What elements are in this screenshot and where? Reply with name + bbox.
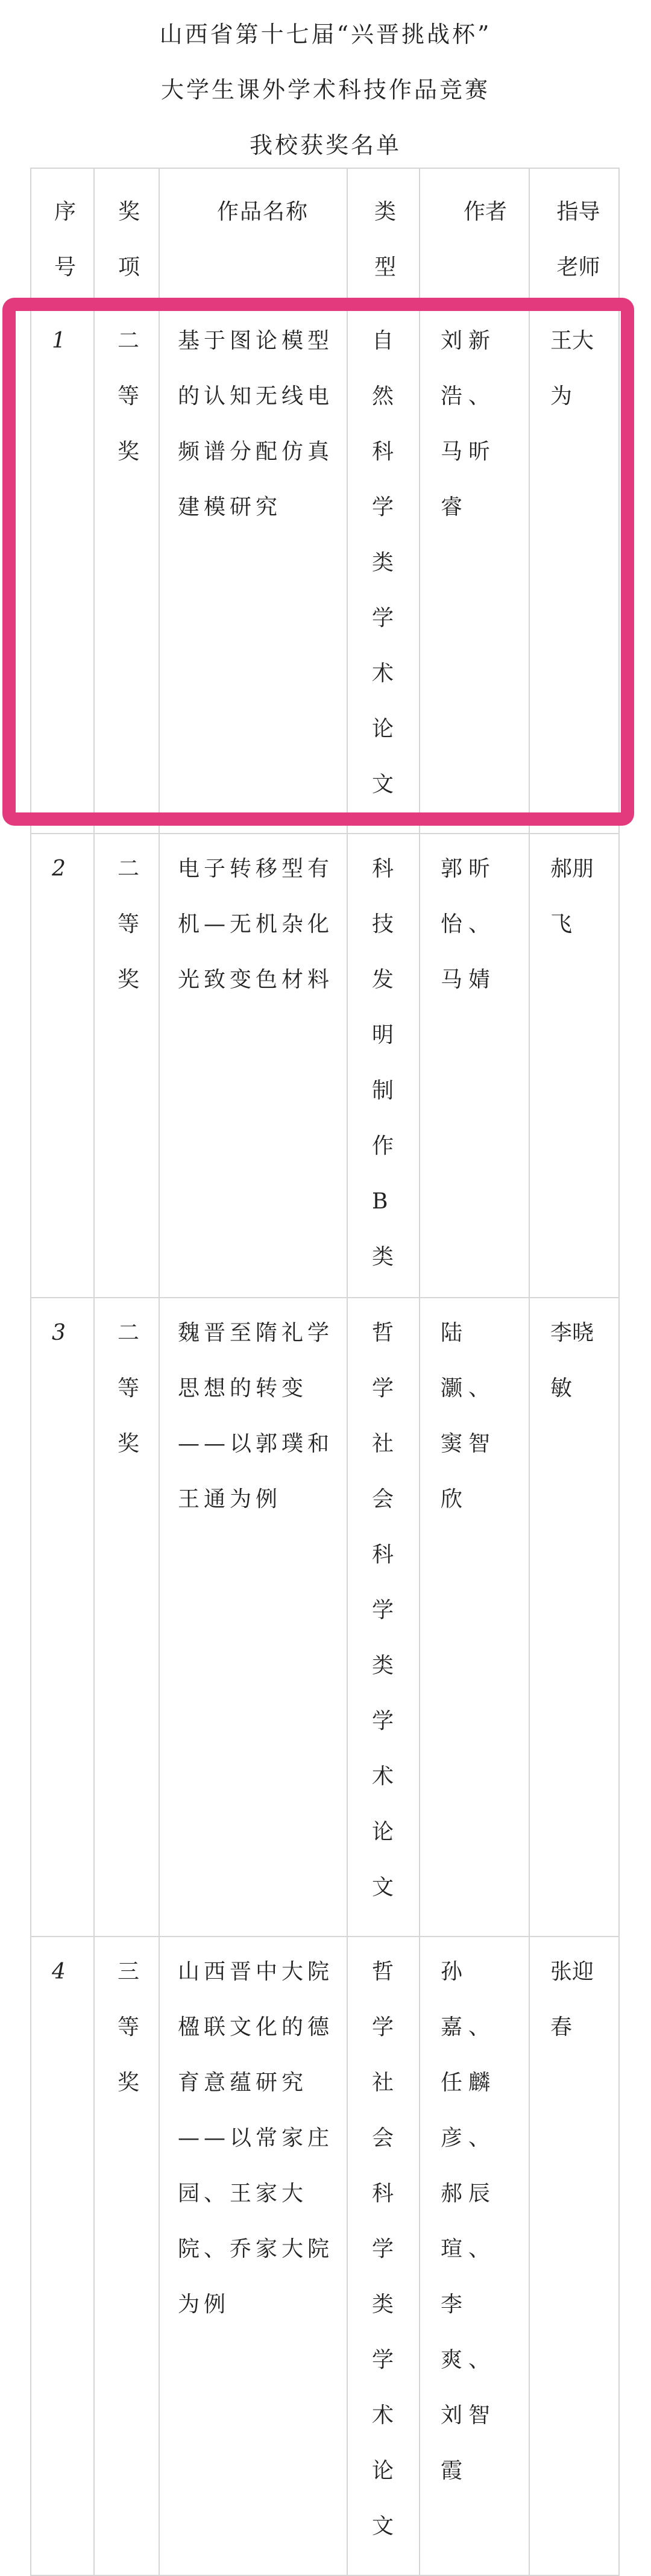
- header-seq: 序号: [31, 168, 94, 306]
- cell-type: 哲学社会科学类学术论文: [347, 1937, 420, 2575]
- cell-authors: 陆灏、窦智欣: [420, 1298, 529, 1937]
- table-row: [31, 834, 619, 1298]
- cell-teacher: 张迎春: [529, 1937, 619, 2575]
- table-header-row: [31, 168, 619, 306]
- cell-name: 基于图论模型的认知无线电频谱分配仿真建模研究: [159, 306, 347, 834]
- cell-award: 二等奖: [94, 834, 159, 1298]
- cell-teacher: 郝朋飞: [529, 834, 619, 1298]
- header-name: 作品名称: [159, 168, 347, 306]
- cell-type: 科技发明制作B类: [347, 834, 420, 1298]
- cell-teacher: 李晓敏: [529, 1298, 619, 1937]
- header-authors: 作者: [420, 168, 529, 306]
- cell-award: 二等奖: [94, 306, 159, 834]
- table-row: [31, 1298, 619, 1937]
- cell-seq: 4: [31, 1937, 94, 2575]
- cell-seq: 2: [31, 834, 94, 1298]
- cell-authors: 孙嘉、任麟彦、郝辰瑄、李爽、刘智霞: [420, 1937, 529, 2575]
- cell-seq: 1: [31, 306, 94, 834]
- title-line-1: 山西省第十七届“兴晋挑战杯”: [159, 21, 492, 48]
- cell-name: 电子转移型有机—无机杂化光致变色材料: [159, 834, 347, 1298]
- table-row: [31, 306, 619, 834]
- title-line-3: 我校获奖名单: [249, 132, 401, 159]
- header-type: 类型: [347, 168, 420, 306]
- header-teacher: 指导老师: [529, 168, 619, 306]
- table-row: [31, 1937, 619, 2575]
- cell-type: 自然科学类学术论文: [347, 306, 420, 834]
- cell-authors: 郭昕怡、马婧: [420, 834, 529, 1298]
- cell-award: 二等奖: [94, 1298, 159, 1937]
- award-table: [30, 168, 620, 2576]
- cell-name: 魏晋至隋礼学思想的转变——以郭璞和王通为例: [159, 1298, 347, 1937]
- cell-teacher: 王大为: [529, 306, 619, 834]
- cell-type: 哲学社会科学类学术论文: [347, 1298, 420, 1937]
- title-line-2: 大学生课外学术科技作品竞赛: [160, 77, 490, 103]
- cell-name: 山西晋中大院楹联文化的德育意蕴研究——以常家庄园、王家大院、乔家大院为例: [159, 1937, 347, 2575]
- cell-seq: 3: [31, 1298, 94, 1937]
- cell-award: 三等奖: [94, 1937, 159, 2575]
- header-award: 奖项: [94, 168, 159, 306]
- cell-authors: 刘新浩、马昕睿: [420, 306, 529, 834]
